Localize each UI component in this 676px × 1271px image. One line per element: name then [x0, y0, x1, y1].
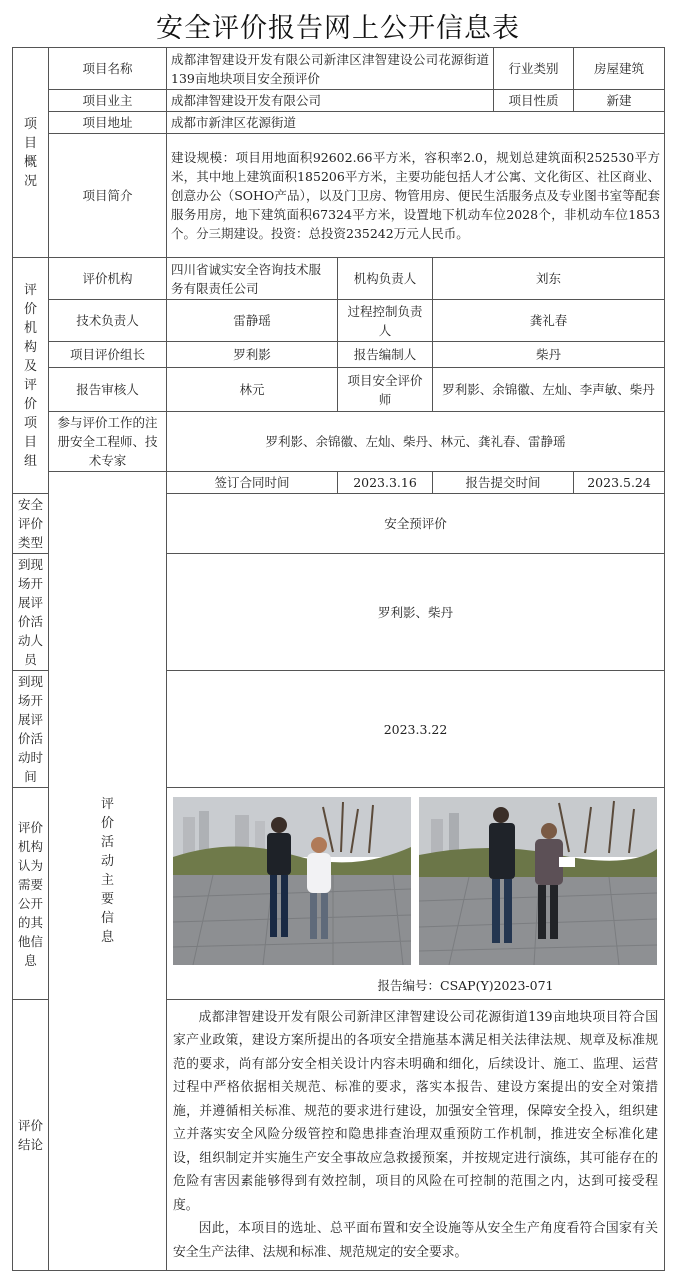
process-control-label: 过程控制负责人	[338, 300, 433, 342]
project-nature-label: 项目性质	[494, 90, 574, 112]
project-address-value: 成都市新津区花源街道	[167, 112, 665, 134]
contract-date-label: 签订合同时间	[167, 472, 338, 494]
project-address-label: 项目地址	[49, 112, 167, 134]
site-staff-value: 罗利影、柴丹	[167, 554, 665, 671]
assessment-type-label: 安全评价类型	[13, 494, 49, 554]
industry-label: 行业类别	[494, 48, 574, 90]
conclusion-cell	[167, 1000, 665, 1271]
team-leader-label: 项目评价组长	[49, 342, 167, 368]
industry-value: 房屋建筑	[574, 48, 665, 90]
report-writer-value: 柴丹	[433, 342, 665, 368]
site-photo-1	[173, 797, 411, 965]
process-control-value: 龚礼春	[433, 300, 665, 342]
report-number: 报告编号：CSAP(Y)2023-071	[377, 978, 554, 993]
report-writer-label: 报告编制人	[338, 342, 433, 368]
report-reviewer-label: 报告审核人	[49, 368, 167, 412]
other-info-cell	[167, 788, 665, 1000]
project-nature-value: 新建	[574, 90, 665, 112]
other-info-label: 评价机构认为需要公开的其他信息	[13, 788, 49, 1000]
project-name-value: 成都津智建设开发有限公司新津区津智建设公司花源街道139亩地块项目安全预评价	[167, 48, 494, 90]
submit-date-label: 报告提交时间	[433, 472, 574, 494]
info-table	[12, 47, 665, 1271]
section-project-overview: 项目概况	[13, 48, 49, 258]
project-owner-value: 成都津智建设开发有限公司	[167, 90, 494, 112]
site-staff-label: 到现场开展评价活动人员	[13, 554, 49, 671]
project-intro-label: 项目简介	[49, 134, 167, 258]
participants-label: 参与评价工作的注册安全工程师、技术专家	[49, 412, 167, 472]
project-intro-value: 建设规模：项目用地面积92602.66平方米，容积率2.0，规划总建筑面积252530平方米，其中地上建筑面积185206平方米，主要功能包括人才公寓、文化街区、社区商业、创意办公（SOHO产品），以及门卫房、物管用房、便民生活服务点及专业图书室等配套服务用房，地下建筑面积67324平方米，设置地下机动车位2028个，非机动车位1853个。分三期建设。投资：总投资235242万元人民币。	[167, 134, 665, 258]
conclusion-paragraph-1: 成都津智建设开发有限公司新津区津智建设公司花源街道139亩地块项目符合国家产业政策，建设方案所提出的各项安全措施基本满足相关法律法规、规章及标准规范的要求，尚有部分安全相关设计内容未明确和细化，后续设计、施工、监理、运营过程中严格依据相关规范、标准的要求，落实本报告、建设方案提出的安全对策措施，并遵循相关标准、规范的要求进行建设，加强安全管理，保障安全投入，组织建立并落实安全风险分级管控和隐患排查治理双重预防工作机制，推进安全标准化建设，组织制定并实施生产安全事故应急救援预案，并按规定进行演练，其可能存在的危险有害因素能够得到有效控制，项目的风险在可控制的范围之内，达到可接受程度。	[173, 1009, 659, 1213]
report-reviewer-value: 林元	[167, 368, 338, 412]
team-leader-value: 罗利影	[167, 342, 338, 368]
project-name-label: 项目名称	[49, 48, 167, 90]
conclusion-paragraph-2: 因此，本项目的选址、总平面布置和安全设施等从安全生产角度看符合国家有关安全生产法律、法规和标准、规范规定的安全要求。	[173, 1221, 659, 1260]
agency-label: 评价机构	[49, 258, 167, 300]
safety-assessor-label: 项目安全评价师	[338, 368, 433, 412]
section-agency-team: 评价机构及评价项目组	[13, 258, 49, 494]
conclusion-label: 评价结论	[13, 1000, 49, 1271]
agency-head-value: 刘东	[433, 258, 665, 300]
assessment-type-value: 安全预评价	[167, 494, 665, 554]
section-activity-info: 评价活动主要信息	[49, 472, 167, 1271]
site-time-value: 2023.3.22	[167, 671, 665, 788]
participants-value: 罗利影、余锦徽、左灿、柴丹、林元、龚礼春、雷静瑶	[167, 412, 665, 472]
agency-value: 四川省诚实安全咨询技术服务有限责任公司	[167, 258, 338, 300]
submit-date-value: 2023.5.24	[574, 472, 665, 494]
contract-date-value: 2023.3.16	[338, 472, 433, 494]
site-photos	[167, 788, 664, 976]
tech-head-label: 技术负责人	[49, 300, 167, 342]
project-owner-label: 项目业主	[49, 90, 167, 112]
site-photo-2	[419, 797, 657, 965]
tech-head-value: 雷静瑶	[167, 300, 338, 342]
agency-head-label: 机构负责人	[338, 258, 433, 300]
page-title: 安全评价报告网上公开信息表	[156, 13, 520, 44]
site-time-label: 到现场开展评价活动时间	[13, 671, 49, 788]
safety-assessor-value: 罗利影、余锦徽、左灿、李声敏、柴丹	[433, 368, 665, 412]
